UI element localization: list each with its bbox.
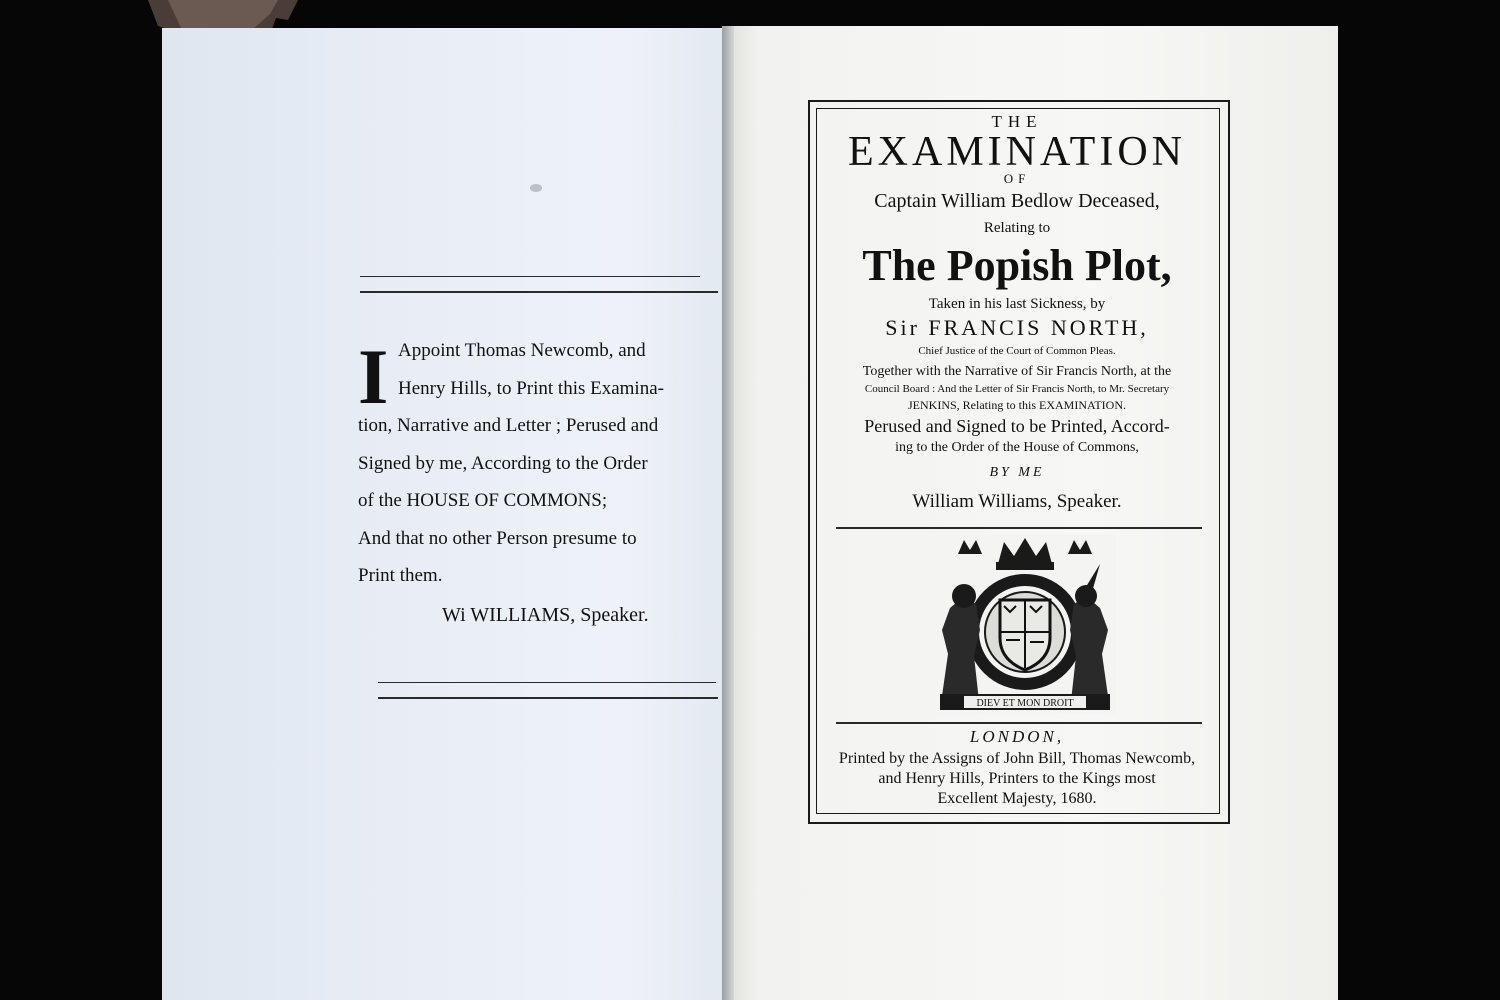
motto-text: DIEV ET MON DROIT [976,698,1074,709]
title-together: Together with the Narrative of Sir Francis North, at the [862,364,1172,379]
imprimatur-line: Appoint Thomas Newcomb, and [398,340,646,361]
imprimatur-line: Print them. [358,565,443,586]
gutter-shadow [722,26,734,1000]
imprimatur-line: Signed by me, According to the Order [358,452,648,474]
imprimatur-line: Henry Hills, to Print this Examina- [398,377,664,399]
title-captain: Captain William Bedlow Deceased, [874,190,1160,212]
bottom-rule-1 [378,682,716,683]
title-popish-plot: The Popish Plot, [862,241,1172,290]
imprint-date: Excellent Majesty, 1680. [937,790,1097,807]
title-rule-lower [836,722,1202,724]
imprimatur-line: of the HOUSE OF COMMONS; [358,490,608,511]
title-relating: Relating to [983,220,1051,236]
top-rule-2 [360,291,718,293]
title-order: ing to the Order of the House of Commons, [895,440,1139,455]
title-chief-justice: Chief Justice of the Court of Common Pleas. [918,345,1116,357]
title-william-williams: William Williams, Speaker. [912,491,1122,512]
imprimatur-line: And that no other Person presume to [358,527,637,549]
title-examination: EXAMINATION [848,129,1186,175]
title-by-me: BY ME [989,465,1045,480]
top-rule-1 [360,276,700,277]
title-taken: Taken in his last Sickness, by [928,296,1106,312]
imprimatur-line: tion, Narrative and Letter ; Perused and [358,415,659,436]
imprint-printers: Printed by the Assigns of John Bill, Thomas Newcomb, [838,750,1196,767]
paper-stain [530,184,542,192]
royal-arms-woodcut [934,534,1116,714]
signature-line: Wi WILLIAMS, Speaker. [442,604,649,626]
imprint-hills: and Henry Hills, Printers to the Kings most [878,770,1156,787]
drop-cap: I [358,333,389,420]
imprint-london: LONDON, [969,727,1065,746]
title-jenkins: JENKINS, Relating to this EXAMINATION. [908,398,1126,412]
title-perused: Perused and Signed to be Printed, Accord- [864,416,1170,436]
title-rule-upper [836,527,1202,529]
bottom-rule-2 [378,697,718,699]
imprimatur-text [358,332,718,595]
title-the: THE [991,112,1043,131]
title-council: Council Board : And the Letter of Sir Francis North, to Mr. Secretary [864,383,1170,395]
title-of: OF [1003,171,1031,186]
title-francis-north: Sir FRANCIS NORTH, [885,315,1149,340]
